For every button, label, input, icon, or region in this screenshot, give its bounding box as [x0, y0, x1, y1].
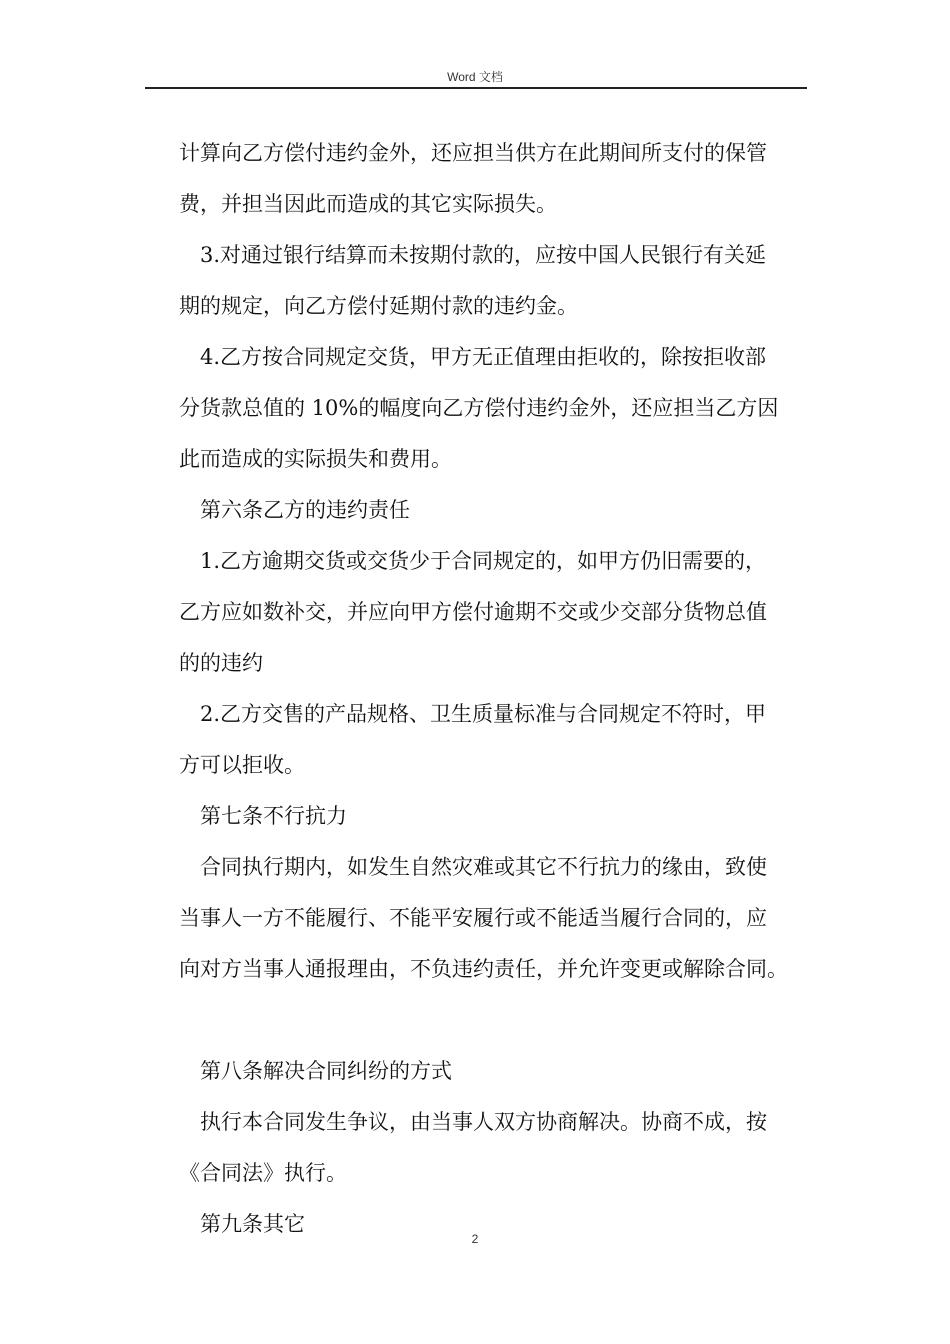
paragraph: 方可以拒收。: [179, 753, 305, 777]
section-heading-7: 第七条不行抗力: [200, 804, 347, 828]
section-heading-6: 第六条乙方的违约责任: [200, 498, 410, 522]
paragraph: 3.对通过银行结算而未按期付款的，应按中国人民银行有关延: [200, 243, 767, 267]
paragraph: 2.乙方交售的产品规格、卫生质量标准与合同规定不符时，甲: [200, 702, 767, 726]
paragraph: 当事人一方不能履行、不能平安履行或不能适当履行合同的，应: [179, 906, 767, 930]
paragraph: 分货款总值的 10%的幅度向乙方偿付违约金外，还应担当乙方因: [179, 396, 779, 420]
section-heading-8: 第八条解决合同纠纷的方式: [200, 1059, 452, 1083]
paragraph: 《合同法》执行。: [179, 1161, 347, 1185]
paragraph: 的的违约: [179, 651, 263, 675]
section-heading-9: 第九条其它: [200, 1212, 305, 1236]
paragraph: 执行本合同发生争议，由当事人双方协商解决。协商不成，按: [200, 1110, 767, 1134]
paragraph: 期的规定，向乙方偿付延期付款的违约金。: [179, 294, 578, 318]
page-number: 2: [471, 1232, 479, 1246]
blank-line: [179, 995, 819, 1046]
paragraph: 4.乙方按合同规定交货，甲方无正值理由拒收的，除按拒收部: [200, 345, 767, 369]
paragraph: 1.乙方逾期交货或交货少于合同规定的，如甲方仍旧需要的，: [200, 549, 767, 573]
document-body: [179, 128, 819, 1250]
paragraph: 费，并担当因此而造成的其它实际损失。: [179, 192, 557, 216]
paragraph: 合同执行期内，如发生自然灾难或其它不行抗力的缘由，致使: [200, 855, 767, 879]
header-divider: [145, 87, 807, 89]
page-header: Word 文档: [447, 70, 503, 84]
paragraph: 计算向乙方偿付违约金外，还应担当供方在此期间所支付的保管: [179, 141, 767, 165]
paragraph: 乙方应如数补交，并应向甲方偿付逾期不交或少交部分货物总值: [179, 600, 767, 624]
paragraph: 此而造成的实际损失和费用。: [179, 447, 452, 471]
paragraph: 向对方当事人通报理由，不负违约责任，并允许变更或解除合同。: [179, 957, 788, 981]
